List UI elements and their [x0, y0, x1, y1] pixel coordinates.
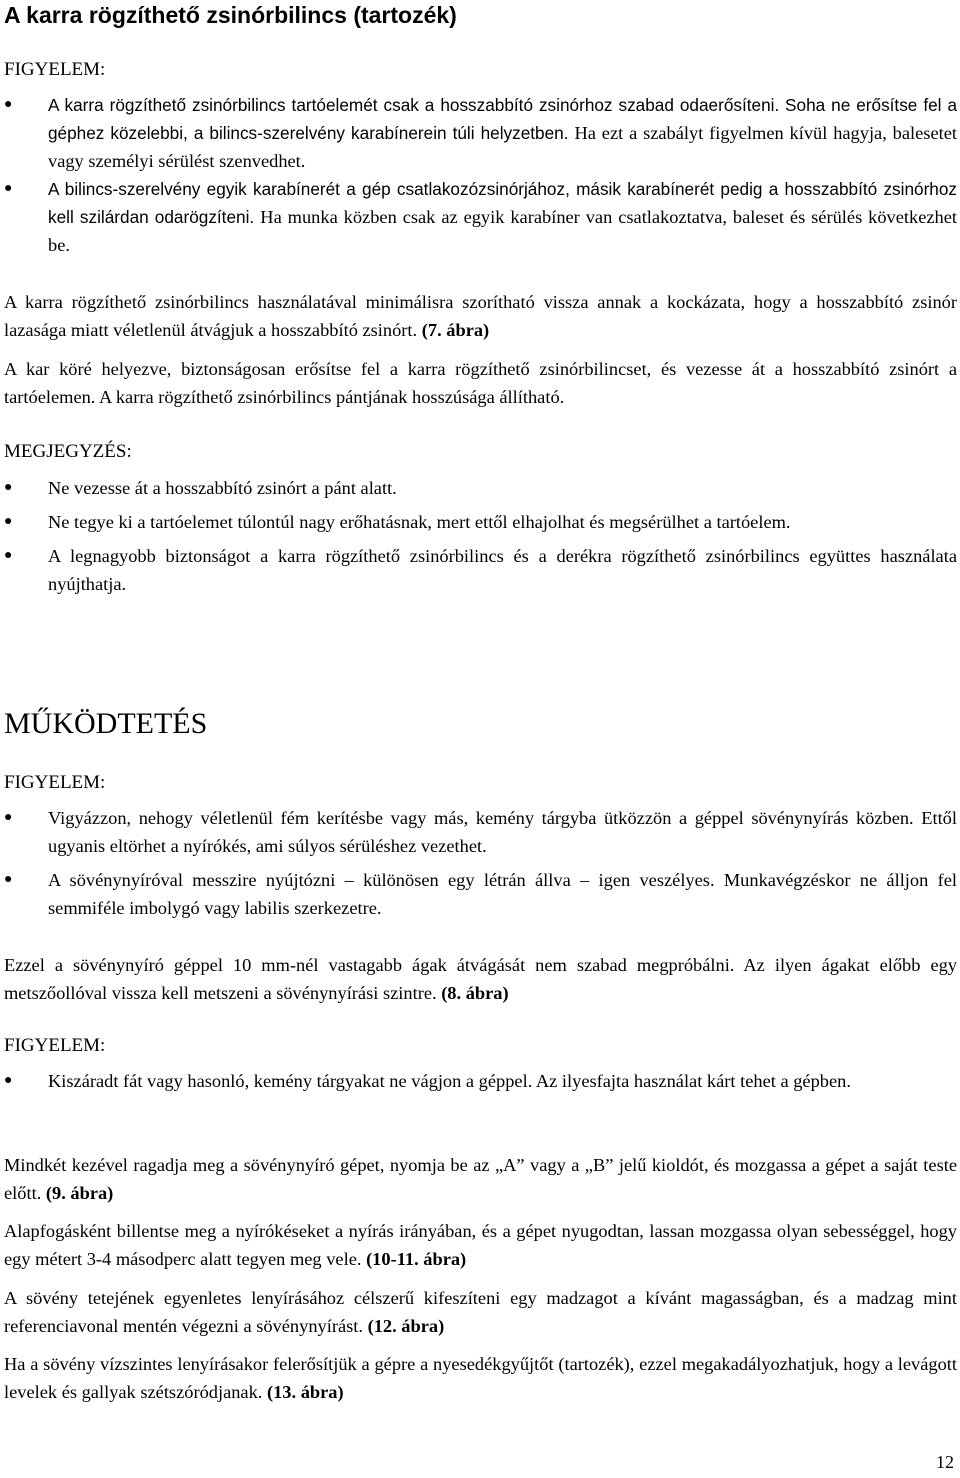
warning-list — [4, 91, 957, 259]
page-number: 12 — [936, 1452, 954, 1472]
list-item — [4, 1067, 957, 1095]
paragraph-text: Ezzel a sövénynyíró géppel 10 mm-nél vastagabb ágak átvágását nem szabad megpróbálni. Az ilyen ágakat előbb egy metszőollóval vissza kell metszeni a sövénynyírási szintre. — [4, 955, 957, 1003]
warning-label: FIGYELEM: — [4, 59, 106, 80]
bullet-icon: ● — [4, 810, 13, 825]
list-item — [4, 804, 957, 860]
figure-ref: (9. ábra) — [45, 1183, 114, 1203]
warning-label: FIGYELEM: — [4, 1035, 106, 1056]
list-item — [4, 474, 957, 502]
bullet-icon: ● — [4, 548, 13, 563]
paragraph — [4, 1284, 957, 1340]
paragraph — [4, 1217, 957, 1273]
bullet-icon: ● — [4, 97, 13, 112]
bullet-icon: ● — [4, 1073, 13, 1088]
note-text: Ne vezesse át a hosszabbító zsinórt a pánt alatt. — [48, 478, 397, 498]
list-item — [4, 91, 957, 175]
paragraph — [4, 951, 957, 1007]
warning-text: A karra rögzíthető zsinórbilincs tartóelemét csak a hosszabbító zsinórhoz szabad odaerősíteni. — [48, 95, 780, 115]
warning-list — [4, 1067, 957, 1095]
warning-text: Ha munka közben csak az egyik karabíner van csatlakoztatva, baleset és sérülés következhet be. — [48, 207, 958, 255]
section-title: A karra rögzíthető zsinórbilincs (tartozék) — [4, 2, 457, 28]
paragraph: A kar köré helyezve, biztonságosan erősítse fel a karra rögzíthető zsinórbilincset, és vezesse át a hosszabbító zsinórt a tartóelemen. A karra rögzíthető zsinórbilincs pántjának hosszúsága állítható. — [4, 359, 957, 407]
bullet-icon: ● — [4, 181, 13, 196]
figure-ref: (12. ábra) — [367, 1316, 445, 1336]
figure-ref: (8. ábra) — [441, 983, 509, 1003]
paragraph-text: Alapfogásként billentse meg a nyírókéseket a nyírás irányában, és a gépet nyugodtan, lassan mozgassa olyan sebességgel, hogy egy métert 3-4 másodperc alatt tegyen meg vele. — [4, 1221, 957, 1269]
list-item — [4, 542, 957, 598]
note-text: A legnagyobb biztonságot a karra rögzíthető zsinórbilincs és a derékra rögzíthető zsinórbilincs együttes használata nyújthatja. — [48, 546, 957, 594]
warning-text: Soha ne erősítse fel a géphez közelebbi, a bilincs-szerelvény karabínerein túli helyzetben. — [48, 95, 957, 143]
note-list — [4, 474, 957, 598]
paragraph-text: A sövény tetejének egyenletes lenyírásához célszerű kifeszíteni egy madzagot a kívánt magasságban, és a madzag mint referenciavonal mentén végezni a sövénynyírást. — [4, 1288, 957, 1336]
list-item — [4, 866, 957, 922]
note-label: MEGJEGYZÉS: — [4, 441, 132, 462]
note-text: Ne tegye ki a tartóelemet túlontúl nagy erőhatásnak, mert ettől elhajolhat és megsérülhet a tartóelem. — [48, 512, 791, 532]
bullet-icon: ● — [4, 872, 13, 887]
bullet-icon: ● — [4, 514, 13, 529]
paragraph — [4, 1350, 957, 1406]
operation-title: MŰKÖDTETÉS — [4, 707, 208, 740]
paragraph-text: Mindkét kezével ragadja meg a sövénynyíró gépet, nyomja be az „A” vagy a „B” jelű kioldót, és mozgassa a gépet a saját teste előtt. — [4, 1155, 957, 1203]
warning-text: Ha ezt a szabályt figyelmen kívül hagyja, balesetet vagy személyi sérülést szenvedhet. — [48, 123, 957, 171]
paragraph — [4, 1151, 957, 1207]
list-item — [4, 508, 957, 536]
figure-ref: (13. ábra) — [266, 1382, 344, 1402]
paragraph — [4, 288, 957, 344]
list-item — [4, 175, 957, 259]
bullet-icon: ● — [4, 480, 13, 495]
warning-text: Vigyázzon, nehogy véletlenül fém kerítésbe vagy más, kemény tárgyba ütközzön a géppel sövénynyírás közben. Ettől ugyanis eltörhet a nyírókés, ami súlyos sérüléshez vezethet. — [48, 808, 957, 856]
warning-label: FIGYELEM: — [4, 772, 106, 793]
warning-text: A bilincs-szerelvény egyik karabínerét a gép csatlakozózsinórjához, másik karabínerét pedig a hosszabbító zsinórhoz kell szilárdan odarögzíteni. — [48, 179, 957, 227]
paragraph-text: Ha a sövény vízszintes lenyírásakor felerősítjük a gépre a nyesedékgyűjtőt (tartozék), ezzel megakadályozhatjuk, hogy a levágott levelek és gallyak szétszóródjanak. — [4, 1354, 957, 1402]
warning-text: A sövénynyíróval messzire nyújtózni – különösen egy létrán állva – igen veszélyes. Munkavégzéskor ne álljon fel semmiféle imbolygó vagy labilis szerkezetre. — [48, 870, 957, 918]
paragraph-text: A karra rögzíthető zsinórbilincs használatával minimálisra szorítható vissza annak a kockázata, hogy a hosszabbító zsinór lazasága miatt véletlenül átvágjuk a hosszabbító zsinórt. — [4, 292, 957, 340]
figure-ref: (10-11. ábra) — [366, 1249, 467, 1269]
warning-list — [4, 804, 957, 922]
figure-ref: (7. ábra) — [421, 320, 490, 340]
warning-text: Kiszáradt fát vagy hasonló, kemény tárgyakat ne vágjon a géppel. Az ilyesfajta használat kárt tehet a gépben. — [48, 1071, 851, 1091]
